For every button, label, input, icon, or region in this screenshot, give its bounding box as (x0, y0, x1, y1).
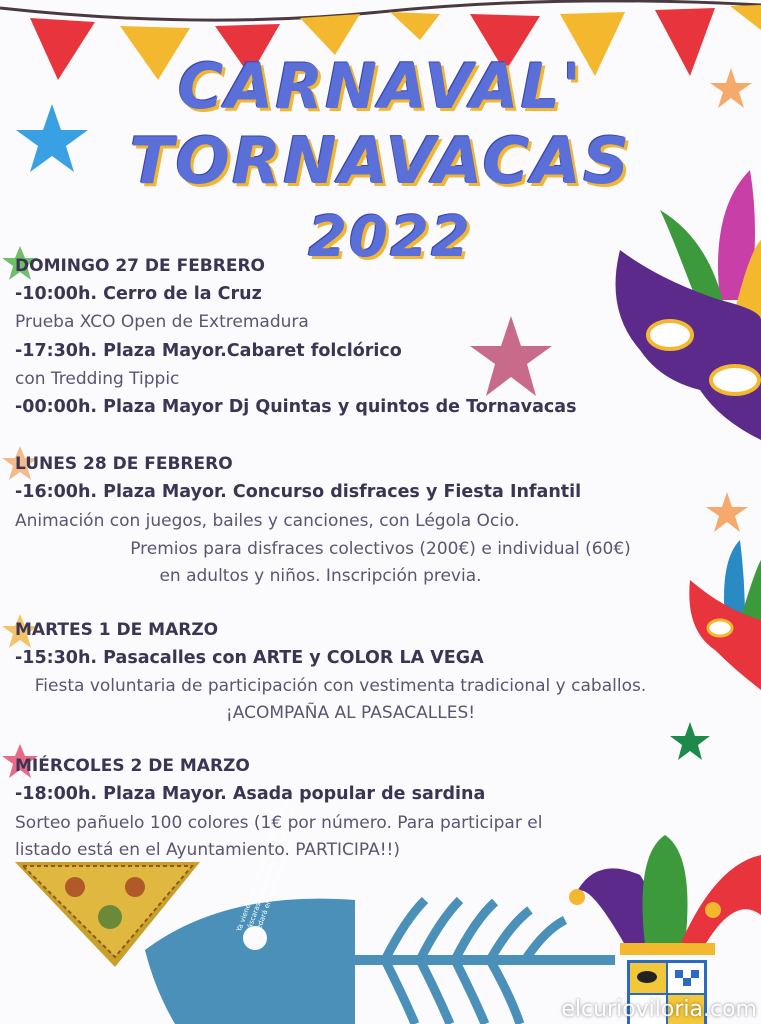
event-desc: con Tredding Tippic (15, 369, 180, 389)
star-icon (12, 100, 92, 180)
event-desc: Fiesta voluntaria de participación con vestimenta tradicional y caballos. (34, 676, 647, 696)
fish-text: Ya vienen los Carnavales la fiesta de las máscaras lo que no se salga nunca se quedará en el año que viene (235, 798, 297, 939)
event-line: -17:30h. Plaza Mayor.Cabaret folclórico (15, 341, 402, 361)
event-desc: Animación con juegos, bailes y canciones, con Légola Ocio. (15, 511, 520, 531)
day-heading: MARTES 1 DE MARZO (15, 620, 219, 640)
event-line: -16:00h. Plaza Mayor. Concurso disfraces y Fiesta Infantil (15, 482, 582, 502)
day-heading: LUNES 28 DE FEBRERO (15, 454, 233, 474)
carnival-mask-icon (685, 540, 761, 690)
day-heading: MIÉRCOLES 2 DE MARZO (15, 756, 250, 776)
event-desc: ¡ACOMPAÑA AL PASACALLES! (225, 703, 476, 723)
event-line: -15:30h. Pasacalles con ARTE y COLOR LA VEGA (15, 648, 484, 668)
event-line: -00:00h. Plaza Mayor Dj Quintas y quintos de Tornavacas (15, 397, 577, 417)
title-year: 2022 (308, 205, 472, 270)
event-desc: Sorteo pañuelo 100 colores (1€ por número. Para participar el (15, 813, 543, 833)
event-desc: en adultos y niños. Inscripción previa. (159, 566, 482, 586)
event-desc: listado está en el Ayuntamiento. PARTICIPA!!) (15, 840, 400, 860)
watermark: elcurioviloria.com (561, 997, 757, 1022)
title-line2: TORNAVACAS (129, 125, 632, 199)
day-heading: DOMINGO 27 DE FEBRERO (15, 256, 266, 276)
event-desc: Premios para disfraces colectivos (200€) e individual (60€) (130, 539, 631, 559)
event-line: -18:00h. Plaza Mayor. Asada popular de sardina (15, 784, 486, 804)
star-icon (708, 66, 754, 112)
title-line1: CARNAVAL' (177, 50, 584, 123)
event-desc: Prueba XCO Open de Extremadura (15, 312, 309, 332)
event-line: -10:00h. Cerro de la Cruz (15, 284, 262, 304)
carnival-mask-icon (600, 170, 761, 450)
star-icon (704, 490, 750, 536)
fish-skeleton-icon (145, 880, 615, 1024)
star-icon (668, 720, 712, 764)
star-icon (466, 312, 556, 402)
